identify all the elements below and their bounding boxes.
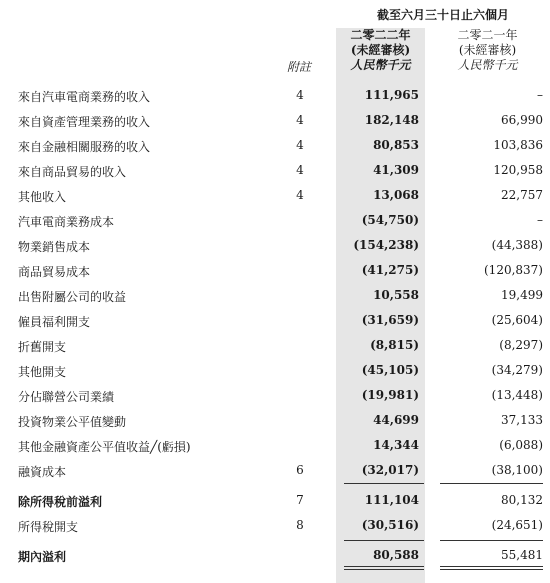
row-label: 出售附屬公司的收益 bbox=[18, 290, 127, 304]
value-2022: (19,981) bbox=[361, 388, 419, 402]
value-2021: (24,651) bbox=[491, 518, 543, 532]
column-header-2022 bbox=[336, 28, 425, 73]
column-2021-audit-status: (未經審核) bbox=[458, 43, 517, 57]
value-2021: (120,837) bbox=[484, 263, 543, 277]
rule-after-finance-cost bbox=[440, 483, 543, 484]
table-row bbox=[0, 211, 550, 231]
value-2021: (38,100) bbox=[491, 463, 543, 477]
value-2022: 14,344 bbox=[373, 438, 419, 452]
column-2022-audit-status: (未經審核) bbox=[350, 43, 411, 57]
value-2022: (8,815) bbox=[370, 338, 419, 352]
value-2022: (41,275) bbox=[361, 263, 419, 277]
value-2022: 10,558 bbox=[373, 288, 419, 302]
row-label: 期內溢利 bbox=[18, 550, 67, 564]
rule-total-top bbox=[344, 566, 424, 567]
value-2021: 55,481 bbox=[501, 548, 543, 562]
row-note: 7 bbox=[296, 493, 304, 507]
row-label: 來自金融相關服務的收入 bbox=[18, 140, 151, 154]
row-label: 汽車電商業務成本 bbox=[18, 215, 115, 229]
value-2022: 111,965 bbox=[364, 88, 419, 102]
table-row bbox=[0, 336, 550, 356]
table-row bbox=[0, 411, 550, 431]
row-note: 8 bbox=[296, 518, 304, 532]
rule-total-bottom bbox=[344, 569, 424, 570]
row-label: 所得稅開支 bbox=[18, 520, 79, 534]
row-label: 除所得稅前溢利 bbox=[18, 495, 103, 509]
value-2022: 44,699 bbox=[373, 413, 419, 427]
row-note: 4 bbox=[296, 188, 304, 202]
column-2021-year: 二零二一年 bbox=[457, 28, 518, 42]
value-2021: (13,448) bbox=[491, 388, 543, 402]
value-2022: 80,588 bbox=[373, 548, 419, 562]
row-label: 來自商品貿易的收入 bbox=[18, 165, 127, 179]
rule-total-top bbox=[440, 566, 543, 567]
value-2021: 80,132 bbox=[501, 493, 543, 507]
table-row bbox=[0, 516, 550, 536]
column-2021-unit: 人民幣千元 bbox=[457, 58, 518, 72]
table-row bbox=[0, 136, 550, 156]
value-2021: 37,133 bbox=[501, 413, 543, 427]
period-header: 截至六月三十日止六個月 bbox=[376, 8, 509, 22]
table-row bbox=[0, 386, 550, 406]
row-label: 來自資產管理業務的收入 bbox=[18, 115, 151, 129]
row-label: 來自汽車電商業務的收入 bbox=[18, 90, 151, 104]
rule-after-tax bbox=[440, 540, 543, 541]
column-header-2021 bbox=[425, 28, 550, 73]
value-2022: (154,238) bbox=[353, 238, 419, 252]
row-label: 商品貿易成本 bbox=[18, 265, 91, 279]
value-2021: (8,297) bbox=[499, 338, 543, 352]
value-2022: (31,659) bbox=[361, 313, 419, 327]
row-label: 其他金融資產公平值收益╱(虧損) bbox=[18, 440, 191, 454]
value-2021: (44,388) bbox=[491, 238, 543, 252]
table-row bbox=[0, 111, 550, 131]
row-label: 折舊開支 bbox=[18, 340, 67, 354]
value-2021: 19,499 bbox=[501, 288, 543, 302]
row-note: 4 bbox=[296, 138, 304, 152]
value-2021: 103,836 bbox=[493, 138, 543, 152]
row-note: 4 bbox=[296, 88, 304, 102]
value-2021: 120,958 bbox=[493, 163, 543, 177]
column-2022-year: 二零二二年 bbox=[350, 28, 411, 42]
table-row bbox=[0, 461, 550, 481]
row-label: 投資物業公平值變動 bbox=[18, 415, 127, 429]
value-2021: 66,990 bbox=[501, 113, 543, 127]
table-row bbox=[0, 261, 550, 281]
table-row bbox=[0, 86, 550, 106]
row-label: 其他開支 bbox=[18, 365, 67, 379]
row-note: 4 bbox=[296, 113, 304, 127]
table-row bbox=[0, 186, 550, 206]
row-label: 其他收入 bbox=[18, 190, 67, 204]
table-row bbox=[0, 436, 550, 456]
row-note: 4 bbox=[296, 163, 304, 177]
row-label: 融資成本 bbox=[18, 465, 67, 479]
value-2021: – bbox=[537, 88, 543, 102]
value-2022: 111,104 bbox=[364, 493, 419, 507]
row-label: 分佔聯營公司業績 bbox=[18, 390, 115, 404]
value-2021: 22,757 bbox=[501, 188, 543, 202]
value-2021: (25,604) bbox=[491, 313, 543, 327]
value-2022: 41,309 bbox=[373, 163, 419, 177]
table-row bbox=[0, 161, 550, 181]
value-2022: (45,105) bbox=[361, 363, 419, 377]
value-2022: (32,017) bbox=[361, 463, 419, 477]
row-label: 僱員福利開支 bbox=[18, 315, 91, 329]
value-2022: (54,750) bbox=[361, 213, 419, 227]
rule-after-finance-cost bbox=[344, 483, 424, 484]
table-row bbox=[0, 361, 550, 381]
rule-after-tax bbox=[344, 540, 424, 541]
table-row bbox=[0, 546, 550, 566]
value-2022: 80,853 bbox=[373, 138, 419, 152]
value-2022: (30,516) bbox=[361, 518, 419, 532]
row-label: 物業銷售成本 bbox=[18, 240, 91, 254]
table-row bbox=[0, 311, 550, 331]
value-2022: 182,148 bbox=[364, 113, 419, 127]
table-row bbox=[0, 236, 550, 256]
value-2021: – bbox=[537, 213, 543, 227]
row-note: 6 bbox=[296, 463, 304, 477]
note-column-header: 附註 bbox=[287, 60, 312, 74]
value-2021: (6,088) bbox=[499, 438, 543, 452]
rule-total-bottom bbox=[440, 569, 543, 570]
value-2021: (34,279) bbox=[491, 363, 543, 377]
column-2022-unit: 人民幣千元 bbox=[350, 58, 411, 72]
value-2022: 13,068 bbox=[373, 188, 419, 202]
table-row bbox=[0, 286, 550, 306]
table-row bbox=[0, 491, 550, 511]
